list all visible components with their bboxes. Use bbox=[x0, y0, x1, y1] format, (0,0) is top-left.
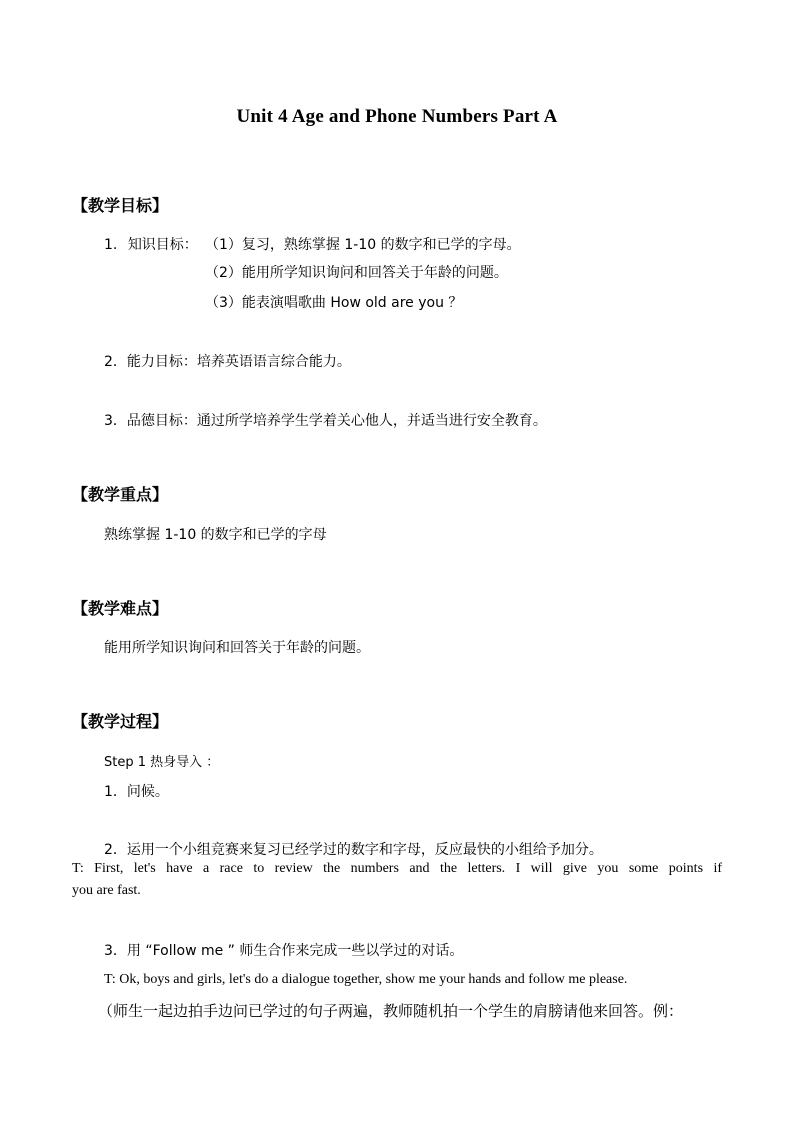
objectives-heading: 【教学目标】 bbox=[72, 196, 169, 215]
key-points-heading: 【教学重点】 bbox=[72, 485, 169, 504]
process-step-1: Step 1 热身导入 ： bbox=[104, 755, 220, 770]
objective-item-2: 2．能力目标：培养英语语言综合能力。 bbox=[104, 354, 351, 370]
difficulties-heading: 【教学难点】 bbox=[72, 599, 169, 618]
objective-item-1-number: 1. bbox=[104, 237, 118, 253]
process-item-3-note: （师生一起边拍手边问已学过的句子两遍，教师随机拍一个学生的肩膀请他来回答。例： bbox=[98, 1002, 684, 1020]
process-item-2-english-line-1: T: First, let's have a race to review the numbers and the letters. I will give you some points if bbox=[72, 861, 722, 876]
objective-item-1 bbox=[104, 234, 198, 254]
process-item-2-english-line-2: you are fast. bbox=[72, 883, 141, 898]
process-item-3: 3．用 “Follow me ” 师生合作来完成一些以学过的对话。 bbox=[104, 943, 464, 959]
process-item-3-english: T: Ok, boys and girls, let's do a dialogue together, show me your hands and follow me please. bbox=[104, 972, 628, 987]
objective-item-1-label: 知识目标： bbox=[127, 237, 198, 253]
process-item-2: 2．运用一个小组竞赛来复习已经学过的数字和字母，反应最快的小组给予加分。 bbox=[104, 842, 603, 858]
key-points-text: 熟练掌握 1-10 的数字和已学的字母 bbox=[104, 527, 327, 543]
objective-sub-3: （3）能表演唱歌曲 How old are you ？ bbox=[205, 295, 463, 311]
objective-sub-2: （2）能用所学知识询问和回答关于年龄的问题。 bbox=[205, 265, 508, 281]
difficulties-text: 能用所学知识询问和回答关于年龄的问题。 bbox=[104, 640, 370, 656]
objective-sub-1: （1）复习，熟练掌握 1-10 的数字和已学的字母。 bbox=[205, 237, 521, 253]
process-heading: 【教学过程】 bbox=[72, 712, 169, 731]
document-title: Unit 4 Age and Phone Numbers Part A bbox=[236, 106, 558, 127]
objective-item-3: 3．品德目标：通过所学培养学生学着关心他人，并适当进行安全教育。 bbox=[104, 413, 547, 429]
process-item-1: 1．问候。 bbox=[104, 784, 169, 800]
